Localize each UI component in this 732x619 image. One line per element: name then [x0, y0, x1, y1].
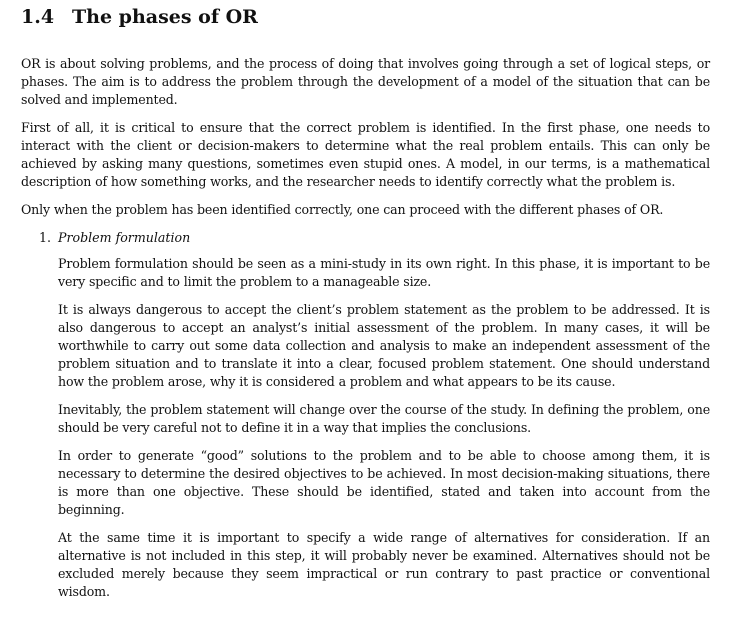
list-item-body — [21, 255, 710, 601]
enumerated-list — [21, 229, 710, 601]
intro-paragraph: First of all, it is critical to ensure that the correct problem is identified. In the first phase, one needs to interact with the client or decision-makers to determine what the real problem entails. This can only be achieved by asking many questions, sometimes even stupid ones. A model, in our terms, is a mathematical description of how something works, and the researcher needs to identify correctly what the problem is. — [21, 120, 710, 189]
list-item-title: Problem formulation — [58, 230, 191, 245]
section-number: 1.4 — [21, 6, 55, 28]
section-heading — [21, 6, 710, 28]
list-item-paragraph: Inevitably, the problem statement will change over the course of the study. In defining the problem, one should be very careful not to define it in a way that implies the conclusions. — [58, 402, 710, 435]
list-item-paragraph: At the same time it is important to specify a wide range of alternatives for consideration. If an alternative is not included in this step, it will probably never be examined. Alternatives should not be excluded merely because they seem impractical or run contrary to past practice or conventional wisdom. — [58, 530, 710, 599]
list-item-paragraph: In order to generate “good” solutions to the problem and to be able to choose among them, it is necessary to determine the desired objectives to be achieved. In most decision-making situations, there is more than one objective. These should be identified, stated and taken into account from the beginning. — [58, 448, 710, 517]
intro-paragraph: OR is about solving problems, and the process of doing that involves going through a set of logical steps, or phases. The aim is to address the problem through the development of a model of the situation that can be solved and implemented. — [21, 56, 710, 107]
list-item-heading — [21, 229, 710, 247]
list-item-number: 1. — [39, 230, 52, 245]
intro-paragraph: Only when the problem has been identified correctly, one can proceed with the different phases of OR. — [21, 202, 664, 217]
list-item-paragraph: Problem formulation should be seen as a mini-study in its own right. In this phase, it is important to be very specific and to limit the problem to a manageable size. — [58, 256, 710, 289]
section-title: The phases of OR — [72, 6, 258, 28]
list-item-paragraph: It is always dangerous to accept the client’s problem statement as the problem to be addressed. It is also dangerous to accept an analyst’s initial assessment of the problem. In many cases, it will be worthwhile to carry out some data collection and analysis to make an independent assessment of the problem situation and to translate it into a clear, focused problem statement. One should understand how the problem arose, why it is considered a problem and what appears to be its cause. — [58, 302, 710, 389]
